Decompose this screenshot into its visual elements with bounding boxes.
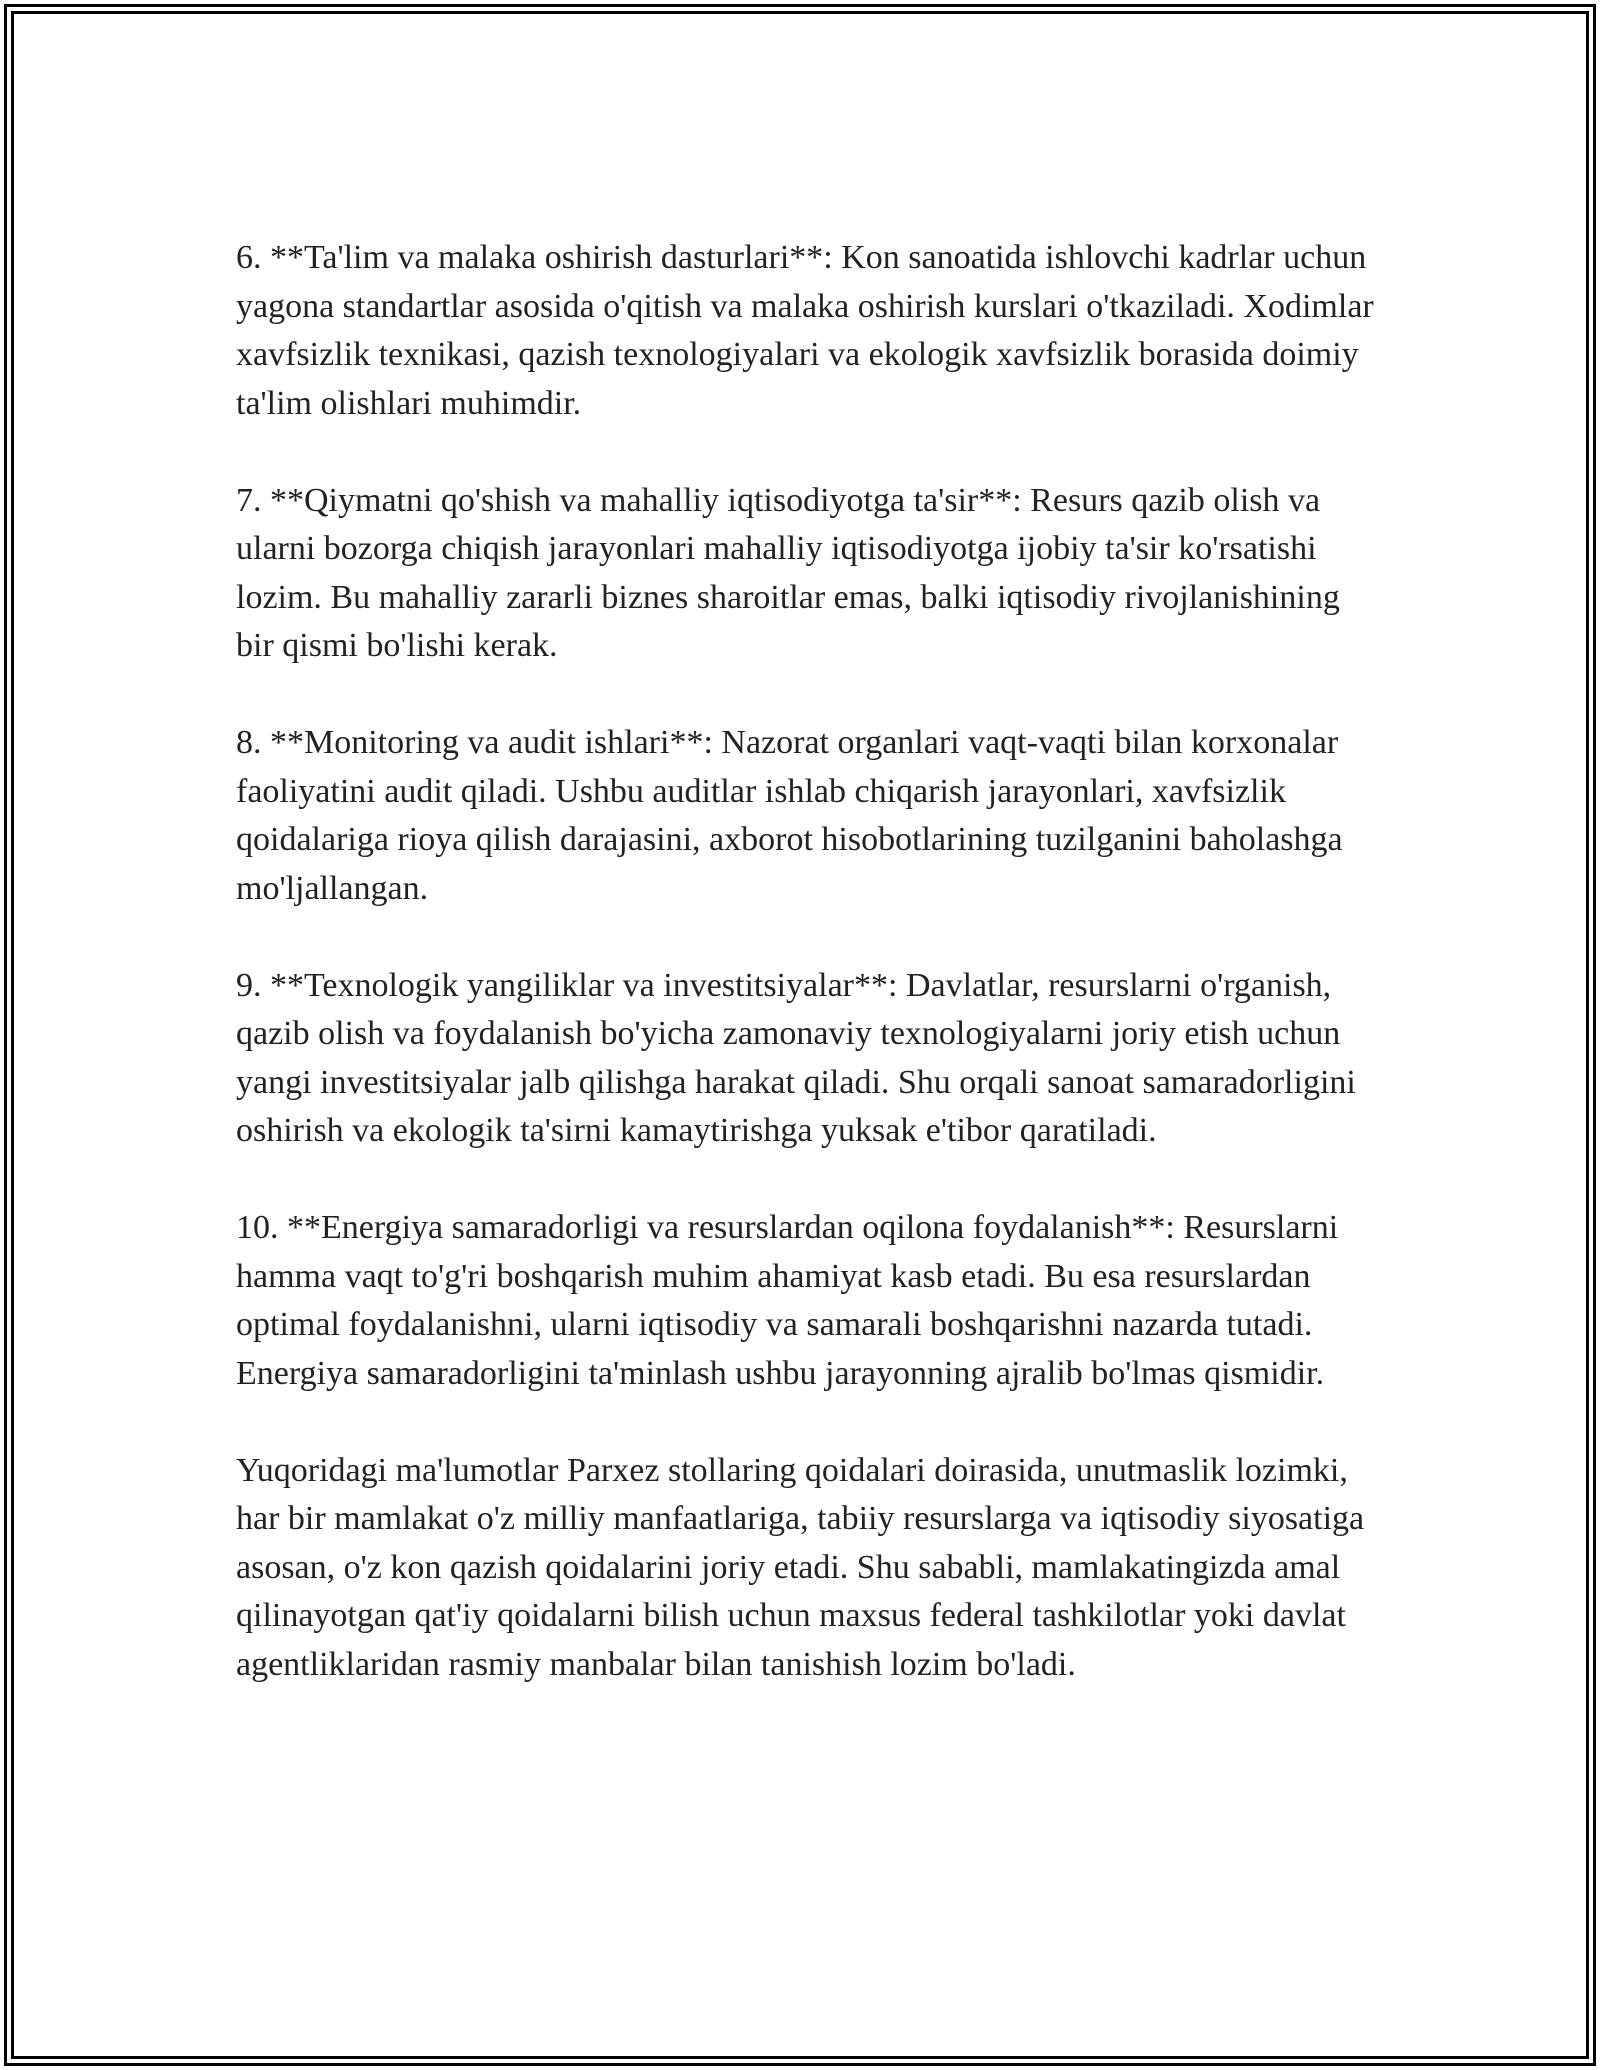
paragraph-item-7: 7. **Qiymatni qo'shish va mahalliy iqtisodiyotga ta'sir**: Resurs qazib olish va ularni bozorga chiqish jarayonlari mahalliy iqtisodiyotga ijobiy ta'sir ko'rsatishi lozim. Bu mahalliy zararli biznes sharoitlar emas, balki iqtisodiy rivojlanishining bir qismi bo'lishi kerak. <box>236 481 1340 664</box>
paragraph-item-6: 6. **Ta'lim va malaka oshirish dasturlari**: Kon sanoatida ishlovchi kadrlar uchun yagona standartlar asosida o'qitish va malaka oshirish kurslari o'tkaziladi. Xodimlar xavfsizlik texnikasi, qazish texnologiyalari va ekologik xavfsizlik borasida doimiy ta'lim olishlari muhimdir. <box>236 239 1374 422</box>
paragraph-item-8: 8. **Monitoring va audit ishlari**: Nazorat organlari vaqt-vaqti bilan korxonalar faoliyatini audit qiladi. Ushbu auditlar ishlab chiqarish jarayonlari, xavfsizlik qoidalariga rioya qilish darajasini, axborot hisobotlarining tuzilganini baholashga mo'ljallangan. <box>236 724 1343 907</box>
document-body <box>236 234 1376 1738</box>
paragraph-conclusion: Yuqoridagi ma'lumotlar Parxez stollaring qoidalari doirasida, unutmaslik lozimki, har bir mamlakat o'z milliy manfaatlariga, tabiiy resurslarga va iqtisodiy siyosatiga asosan, o'z kon qazish qoidalarini joriy etadi. Shu sababli, mamlakatingizda amal qilinayotgan qat'iy qoidalarni bilish uchun maxsus federal tashkilotlar yoki davlat agentliklaridan rasmiy manbalar bilan tanishish lozim bo'ladi. <box>236 1451 1365 1683</box>
paragraph-item-10: 10. **Energiya samaradorligi va resurslardan oqilona foydalanish**: Resurslarni hamma vaqt to'g'ri boshqarish muhim ahamiyat kasb etadi. Bu esa resurslardan optimal foydalanishni, ularni iqtisodiy va samarali boshqarishni nazarda tutadi. Energiya samaradorligini ta'minlash ushbu jarayonning ajralib bo'lmas qismidir. <box>236 1209 1339 1392</box>
paragraph-item-9: 9. **Texnologik yangiliklar va investitsiyalar**: Davlatlar, resurslarni o'rganish, qazib olish va foydalanish bo'yicha zamonaviy texnologiyalarni joriy etish uchun yangi investitsiyalar jalb qilishga harakat qiladi. Shu orqali sanoat samaradorligini oshirish va ekologik ta'sirni kamaytirishga yuksak e'tibor qaratiladi. <box>236 966 1356 1149</box>
